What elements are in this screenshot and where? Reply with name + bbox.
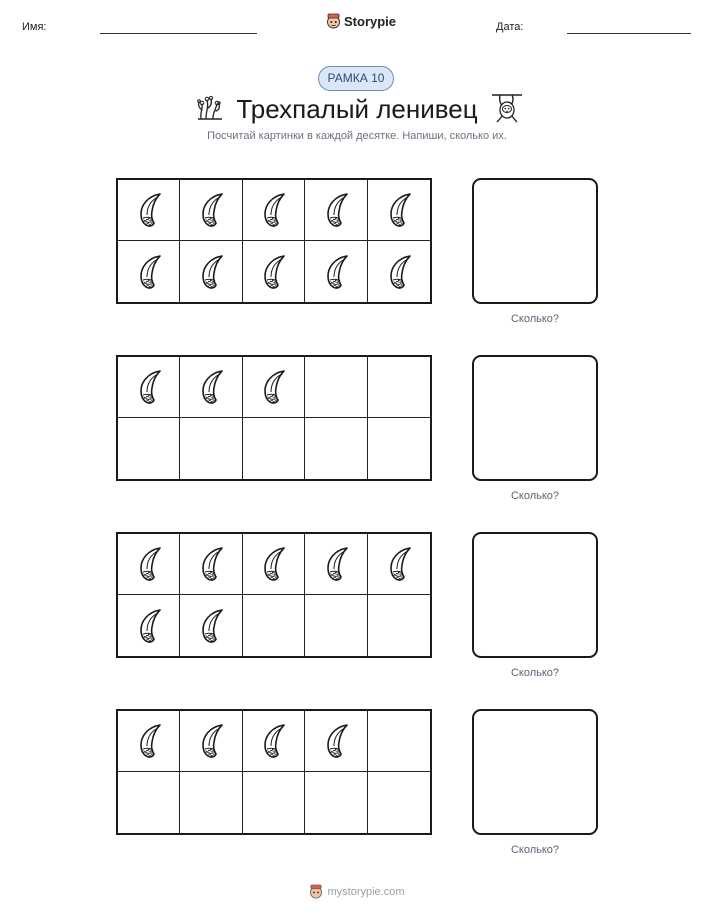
name-line[interactable] xyxy=(100,33,257,34)
sloth-claw-icon xyxy=(194,545,228,583)
sloth-claw-icon xyxy=(194,368,228,406)
ten-frame-cell xyxy=(305,711,367,772)
ten-frame-cell xyxy=(243,418,305,479)
ten-frame-cell xyxy=(180,595,242,656)
answer-label-2: Сколько? xyxy=(510,490,560,502)
answer-label-3: Сколько? xyxy=(510,667,560,679)
footer xyxy=(0,884,714,899)
ten-frame-cell xyxy=(243,357,305,418)
ten-frame-cell xyxy=(305,595,367,656)
ten-frame-2 xyxy=(116,355,432,481)
ten-frame-cell xyxy=(118,772,180,833)
ten-frame-cell xyxy=(305,180,367,241)
footer-site: mystorypie.com xyxy=(327,885,405,898)
ten-frame-4 xyxy=(116,709,432,835)
sloth-icon xyxy=(490,90,524,124)
sloth-claw-icon xyxy=(319,253,353,291)
sloth-claw-icon xyxy=(256,191,290,229)
ten-frame-cell xyxy=(243,711,305,772)
ten-frame-cell xyxy=(243,595,305,656)
storypie-logo xyxy=(326,13,396,29)
answer-box-4[interactable] xyxy=(472,709,598,835)
answer-label-1: Сколько? xyxy=(510,313,560,325)
sloth-claw-icon xyxy=(256,368,290,406)
sloth-claw-icon xyxy=(382,253,416,291)
frame-badge: РАМКА 10 xyxy=(318,66,394,91)
ten-frame-cell xyxy=(118,241,180,302)
ten-frame-cell xyxy=(180,711,242,772)
brand-name: Storypie xyxy=(344,13,397,29)
ten-frame-cell xyxy=(180,241,242,302)
sloth-claw-icon xyxy=(382,545,416,583)
ten-frame-cell xyxy=(243,772,305,833)
ten-frame-cell xyxy=(118,711,180,772)
sloth-claw-icon xyxy=(132,191,166,229)
sloth-claw-icon xyxy=(132,253,166,291)
storypie-mascot-icon xyxy=(309,884,323,899)
ten-frame-3 xyxy=(116,532,432,658)
sloth-claw-icon xyxy=(132,545,166,583)
ten-frame-cell xyxy=(368,357,430,418)
sloth-claw-icon xyxy=(256,722,290,760)
ten-frame-cell xyxy=(243,241,305,302)
ten-frame-cell xyxy=(368,534,430,595)
ten-frame-cell xyxy=(180,180,242,241)
sloth-claw-icon xyxy=(194,191,228,229)
ten-frame-cell xyxy=(368,711,430,772)
ten-frame-cell xyxy=(305,534,367,595)
ten-frame-1 xyxy=(116,178,432,304)
sloth-claw-icon xyxy=(194,607,228,645)
answer-box-2[interactable] xyxy=(472,355,598,481)
ten-frame-cell xyxy=(180,357,242,418)
date-label: Дата: xyxy=(496,21,524,33)
ten-frame-cell xyxy=(368,772,430,833)
answer-label-4: Сколько? xyxy=(510,844,560,856)
sloth-claw-icon xyxy=(319,722,353,760)
ten-frame-cell xyxy=(243,534,305,595)
ten-frame-cell xyxy=(305,418,367,479)
ten-frame-cell xyxy=(180,772,242,833)
ten-frame-cell xyxy=(118,357,180,418)
ten-frame-cell xyxy=(368,180,430,241)
sloth-claw-icon xyxy=(132,722,166,760)
sloth-claw-icon xyxy=(319,545,353,583)
ten-frame-cell xyxy=(305,772,367,833)
sloth-claw-icon xyxy=(132,607,166,645)
ten-frame-cell xyxy=(180,534,242,595)
ten-frame-cell xyxy=(305,357,367,418)
sloth-claw-icon xyxy=(319,191,353,229)
ten-frame-cell xyxy=(118,180,180,241)
sloth-claw-icon xyxy=(256,545,290,583)
sloth-claw-icon xyxy=(132,368,166,406)
page-title: Трехпалый ленивец xyxy=(236,94,478,124)
sloth-claw-icon xyxy=(256,253,290,291)
storypie-mascot-icon xyxy=(326,13,341,29)
ten-frame-cell xyxy=(368,418,430,479)
ten-frame-cell xyxy=(118,534,180,595)
ten-frame-cell xyxy=(243,180,305,241)
name-label: Имя: xyxy=(22,21,47,33)
sloth-claw-icon xyxy=(194,722,228,760)
ten-frame-cell xyxy=(118,418,180,479)
ten-frame-cell xyxy=(368,595,430,656)
ten-frame-cell xyxy=(118,595,180,656)
answer-box-1[interactable] xyxy=(472,178,598,304)
sloth-claw-icon xyxy=(382,191,416,229)
sloth-claw-icon xyxy=(194,253,228,291)
instructions: Посчитай картинки в каждой десятке. Напиши, сколько их. xyxy=(207,130,507,142)
answer-box-3[interactable] xyxy=(472,532,598,658)
ten-frame-cell xyxy=(180,418,242,479)
ten-frame-cell xyxy=(368,241,430,302)
date-line[interactable] xyxy=(567,33,691,34)
ten-frame-cell xyxy=(305,241,367,302)
